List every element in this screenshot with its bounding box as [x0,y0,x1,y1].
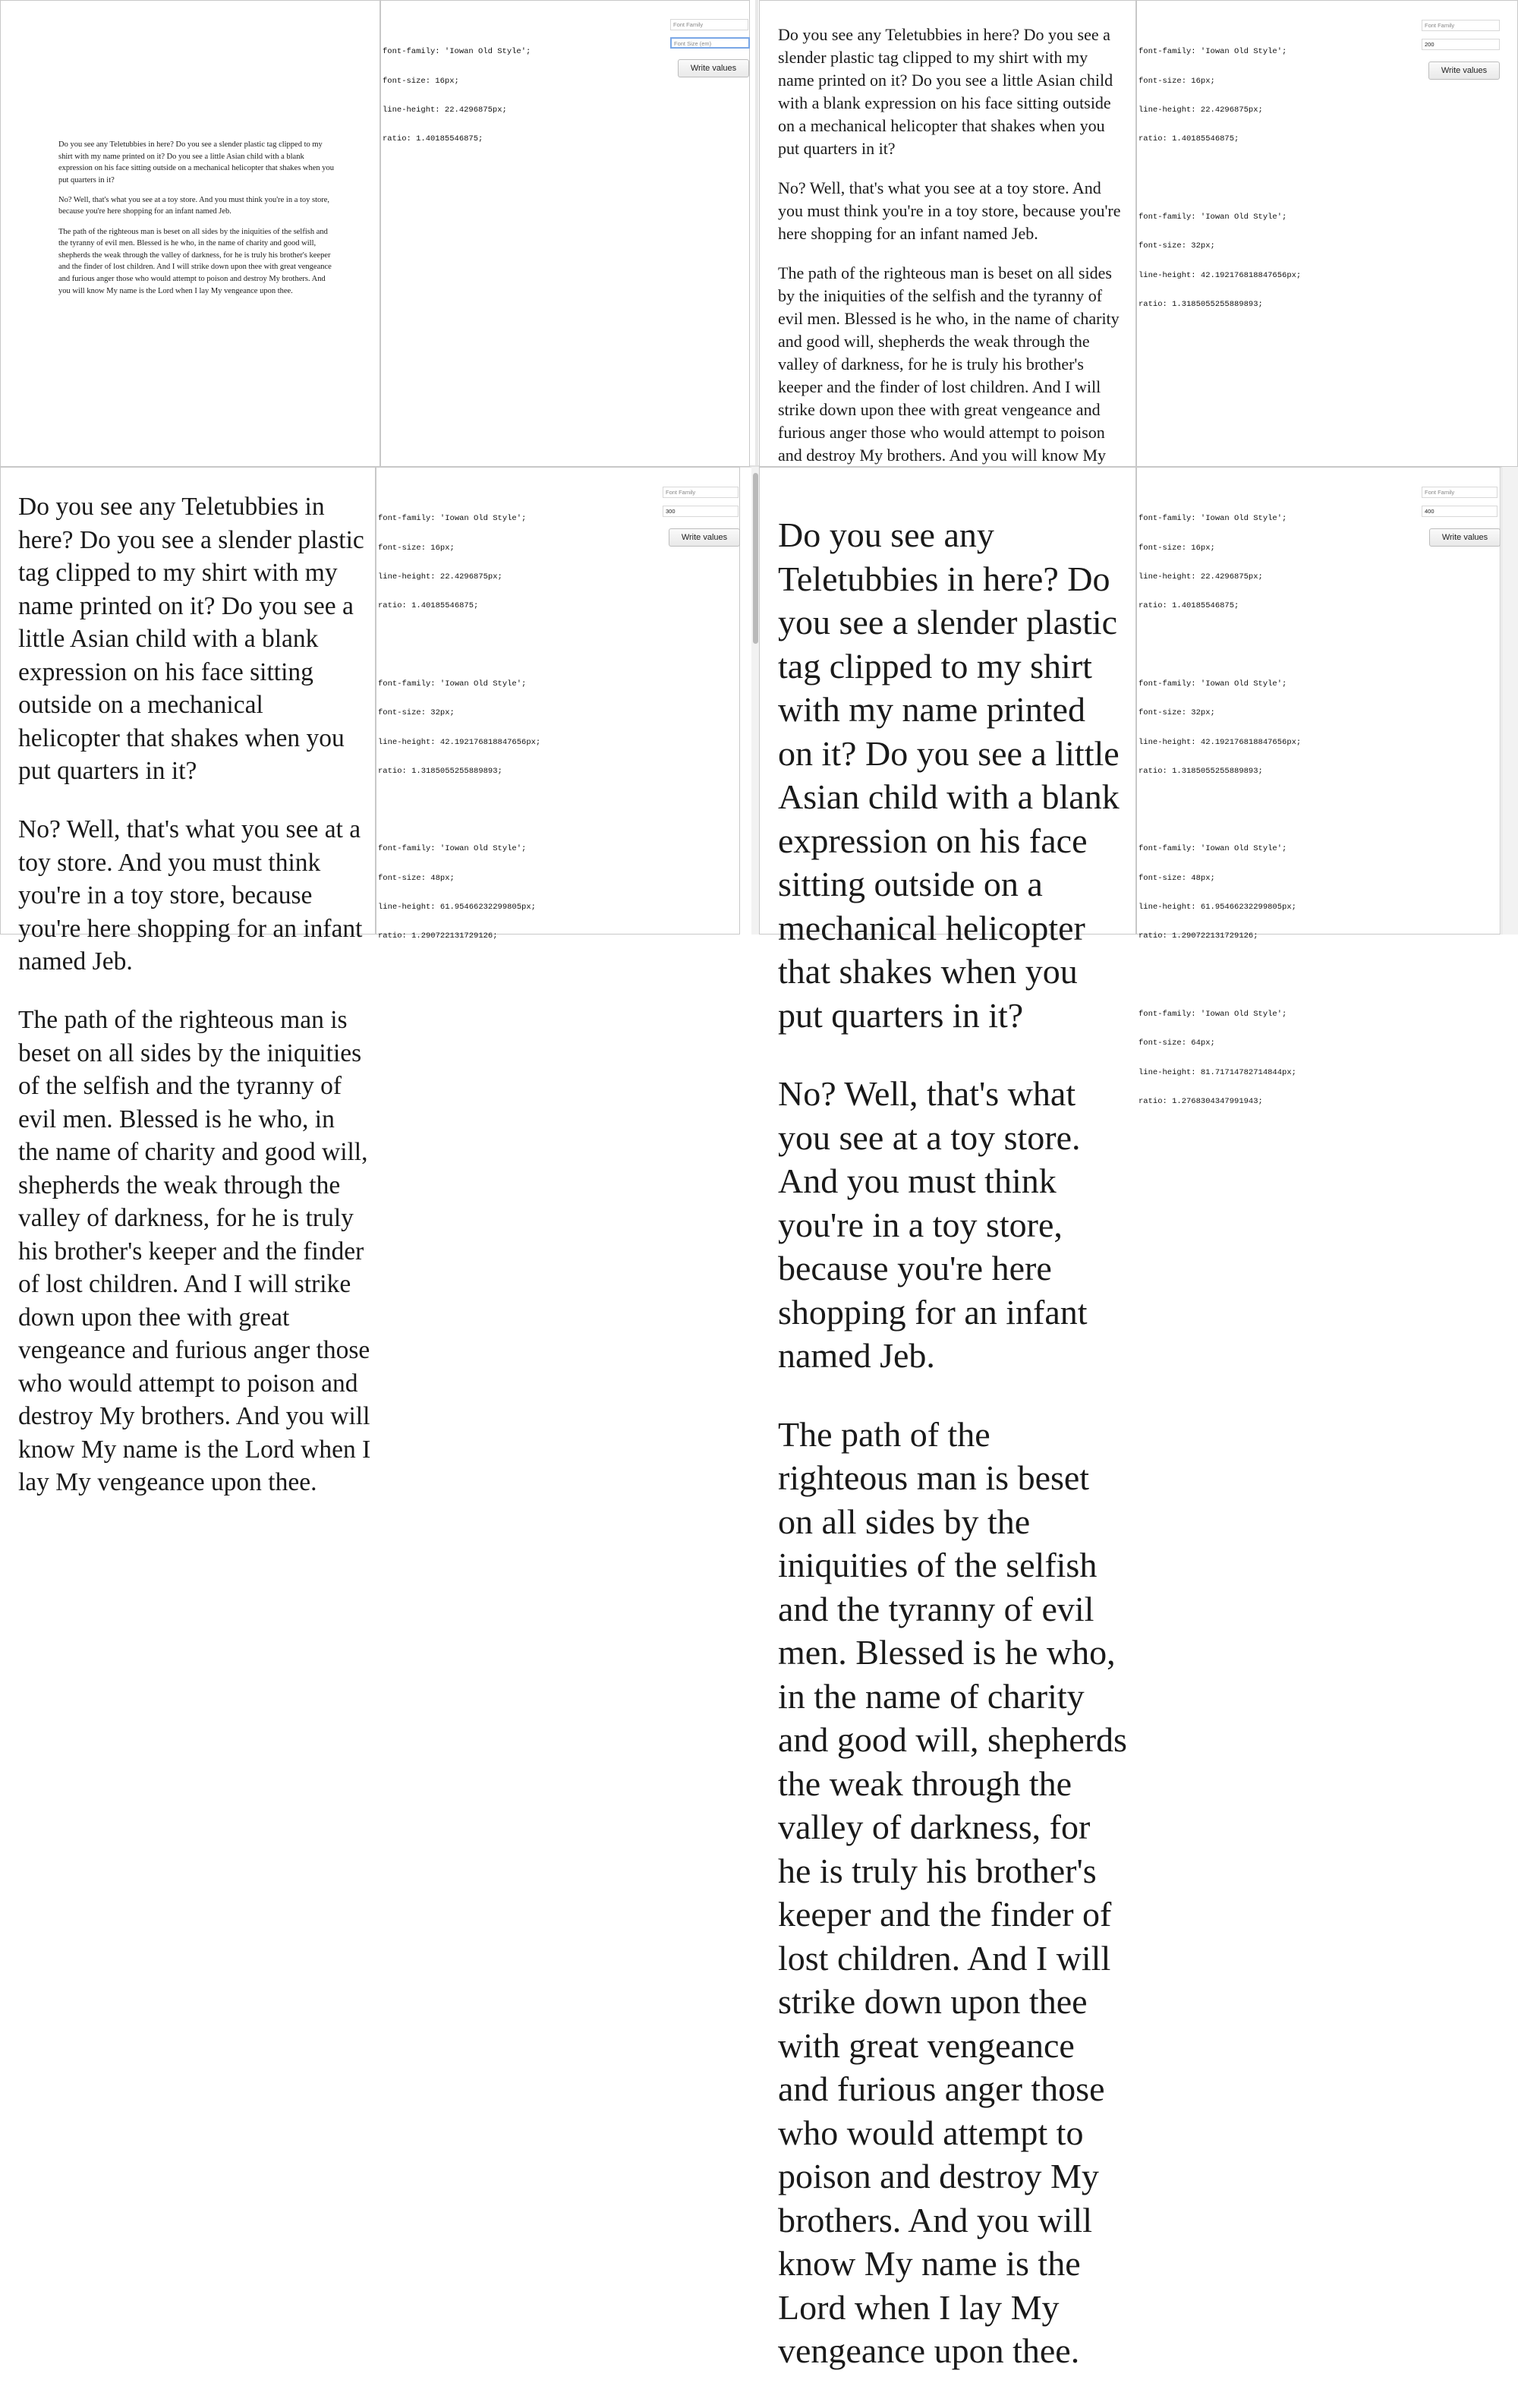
log-line: line-height: 22.4296875px; [1138,105,1263,115]
log-block [383,28,531,164]
scrollbar[interactable] [1501,467,1518,935]
preview-pane-32px [759,0,1136,467]
log-line: font-family: 'Iowan Old Style'; [1138,514,1287,524]
preview-pane-16px [0,0,380,467]
write-values-button[interactable]: Write values [1428,61,1500,80]
log-line: ratio: 1.3185055255889893; [378,766,502,776]
log-block [1138,990,1301,1126]
log-line: font-family: 'Iowan Old Style'; [1138,1009,1287,1019]
write-values-button[interactable]: Write values [669,528,740,547]
log-line: font-size: 32px; [378,708,455,718]
log-line: font-size: 48px; [378,873,455,883]
sample-text [778,513,1127,2408]
font-size-input[interactable]: 400 [1422,506,1498,517]
log-line: ratio: 1.40185546875; [1138,601,1239,611]
paragraph-3: The path of the righteous man is beset on all sides by the iniquities of the selfish and the tyranny of evil men. Blessed is he who, in the name of charity and good will, shepherds the weak through the valley of darkness, for he is truly his brother's keeper and the finder of lost children. And I will strike down upon thee with great vengeance and furious anger those who would attempt to poison and destroy My brothers. And you will know My name is the Lord when I lay My vengeance upon thee. [58,227,332,295]
log-line: ratio: 1.3185055255889893; [1138,766,1263,776]
log-line: line-height: 22.4296875px; [378,572,502,582]
log-line: ratio: 1.290722131729126; [1138,931,1258,941]
paragraph-2: No? Well, that's what you see at a toy store. And you must think you're in a toy store, because you're here shopping for an infant named Jeb. [778,178,1121,243]
font-family-input[interactable]: Font Family [1422,20,1500,31]
log-line: ratio: 1.290722131729126; [378,931,498,941]
tool-pane-32px [1136,0,1518,467]
log-line: font-family: 'Iowan Old Style'; [378,679,527,689]
log-line: font-family: 'Iowan Old Style'; [1138,47,1287,57]
preview-pane-48px [0,467,376,1496]
paragraph-1: Do you see any Teletubbies in here? Do you see a slender plastic tag clipped to my shirt with my name printed on it? Do you see a little Asian child with a blank expression on his face sitting outside on a mechanical helicopter that shakes when you put quarters in it? [18,493,364,785]
log-line: font-size: 16px; [1138,76,1215,86]
log-line: font-family: 'Iowan Old Style'; [378,844,527,854]
font-size-input[interactable]: 300 [663,506,739,517]
log-line: font-size: 16px; [1138,543,1215,553]
log-line: font-size: 32px; [1138,241,1215,251]
log-line: ratio: 1.40185546875; [378,601,479,611]
tool-pane-48px [376,467,740,941]
log-line: line-height: 22.4296875px; [1138,572,1263,582]
log-block [378,660,540,796]
paragraph-1: Do you see any Teletubbies in here? Do you see a slender plastic tag clipped to my shirt with my name printed on it? Do you see a little Asian child with a blank expression on his face sitting outside on a mechanical helicopter that shakes when you put quarters in it? [778,25,1113,158]
preview-pane-64px [759,467,1136,2370]
tool-pane-16px [380,0,750,467]
sample-text [18,490,371,1524]
log-line: line-height: 42.192176818847656px; [1138,737,1302,747]
log-line: font-family: 'Iowan Old Style'; [1138,212,1287,222]
sample-text [58,139,336,305]
log-output [383,8,531,193]
font-family-input[interactable]: Font Family [663,487,739,498]
log-line: line-height: 61.95466232299805px; [1138,903,1296,912]
log-line: font-family: 'Iowan Old Style'; [383,47,531,57]
log-line: font-size: 32px; [1138,708,1215,718]
log-block [1138,28,1301,164]
write-values-button[interactable]: Write values [678,59,749,77]
log-output [1138,475,1301,1155]
write-values-button[interactable]: Write values [1429,528,1501,547]
paragraph-3: The path of the righteous man is beset on all sides by the iniquities of the selfish and the tyranny of evil men. Blessed is he who, in the name of charity and good will, shepherds the weak through the valley of darkness, for he is truly his brother's keeper and the finder of lost children. And I will strike down upon thee with great vengeance and furious anger those who would attempt to poison and destroy My brothers. And you will know My [778,263,1120,465]
font-family-input[interactable]: Font Family [1422,487,1498,498]
log-line: line-height: 61.95466232299805px; [378,903,536,912]
log-line: ratio: 1.2768304347991943; [1138,1097,1263,1106]
log-output [1138,8,1301,358]
log-line: line-height: 81.71714782714844px; [1138,1067,1296,1077]
log-line: font-size: 16px; [378,543,455,553]
log-line: font-family: 'Iowan Old Style'; [378,514,527,524]
log-line: ratio: 1.3185055255889893; [1138,299,1263,309]
log-line: ratio: 1.40185546875; [383,134,483,144]
log-line: font-family: 'Iowan Old Style'; [1138,679,1287,689]
log-block [1138,495,1301,631]
log-block [378,825,540,961]
paragraph-1: Do you see any Teletubbies in here? Do you see a slender plastic tag clipped to my shirt with my name printed on it? Do you see a little Asian child with a blank expression on his face sitting outside on a mechanical helicopter that shakes when you put quarters in it? [58,140,335,184]
log-block [1138,660,1301,796]
log-line: line-height: 22.4296875px; [383,105,507,115]
log-line: font-size: 48px; [1138,873,1215,883]
paragraph-3: The path of the righteous man is beset on all sides by the iniquities of the selfish and the tyranny of evil men. Blessed is he who, in the name of charity and good will, shepherds the weak through the valley of darkness, for he is truly his brother's keeper and the finder of lost children. And I will strike down upon thee with great vengeance and furious anger those who would attempt to poison and destroy My brothers. And you will know My name is the Lord when I lay My vengeance upon thee. [18,1006,371,1496]
paragraph-2: No? Well, that's what you see at a toy store. And you must think you're in a toy store, because you're here shopping for an infant named Jeb. [18,815,363,975]
font-size-input[interactable]: Font Size (em) [670,37,750,49]
log-line: font-family: 'Iowan Old Style'; [1138,844,1287,854]
log-line: font-size: 64px; [1138,1039,1215,1048]
sample-text [778,24,1127,529]
log-block [1138,825,1301,961]
log-output [378,475,540,990]
log-block [378,495,540,631]
paragraph-3: The path of the righteous man is beset on all sides by the iniquities of the selfish and the tyranny of evil men. Blessed is he who, in the name of charity and good will, shepherds the weak through the valley of darkness, for he is truly his brother's keeper and the finder of lost children. And I will strike down upon thee with great vengeance and furious anger those who would attempt to poison and destroy My brothers. And you will know My name is the Lord when I lay My vengeance upon thee. [778,1414,1127,2370]
font-size-input[interactable]: 200 [1422,39,1500,50]
log-line: ratio: 1.40185546875; [1138,134,1239,144]
tool-pane-64px [1136,467,1501,1106]
log-line: line-height: 42.192176818847656px; [1138,270,1302,280]
paragraph-2: No? Well, that's what you see at a toy store. And you must think you're in a toy store, because you're here shopping for an infant named Jeb. [58,195,330,216]
paragraph-1: Do you see any Teletubbies in here? Do you see a slender plastic tag clipped to my shirt with my name printed on it? Do you see a little Asian child with a blank expression on his face sitting outside on a mechanical helicopter that shakes when you put quarters in it? [778,515,1120,1035]
log-line: line-height: 42.192176818847656px; [378,737,541,747]
log-block [1138,193,1301,329]
font-family-input[interactable]: Font Family [670,19,748,30]
paragraph-2: No? Well, that's what you see at a toy store. And you must think you're in a toy store, because you're here shopping for an infant named Jeb. [778,1074,1088,1375]
log-line: font-size: 16px; [383,76,459,86]
scrollbar-thumb[interactable] [753,473,758,644]
